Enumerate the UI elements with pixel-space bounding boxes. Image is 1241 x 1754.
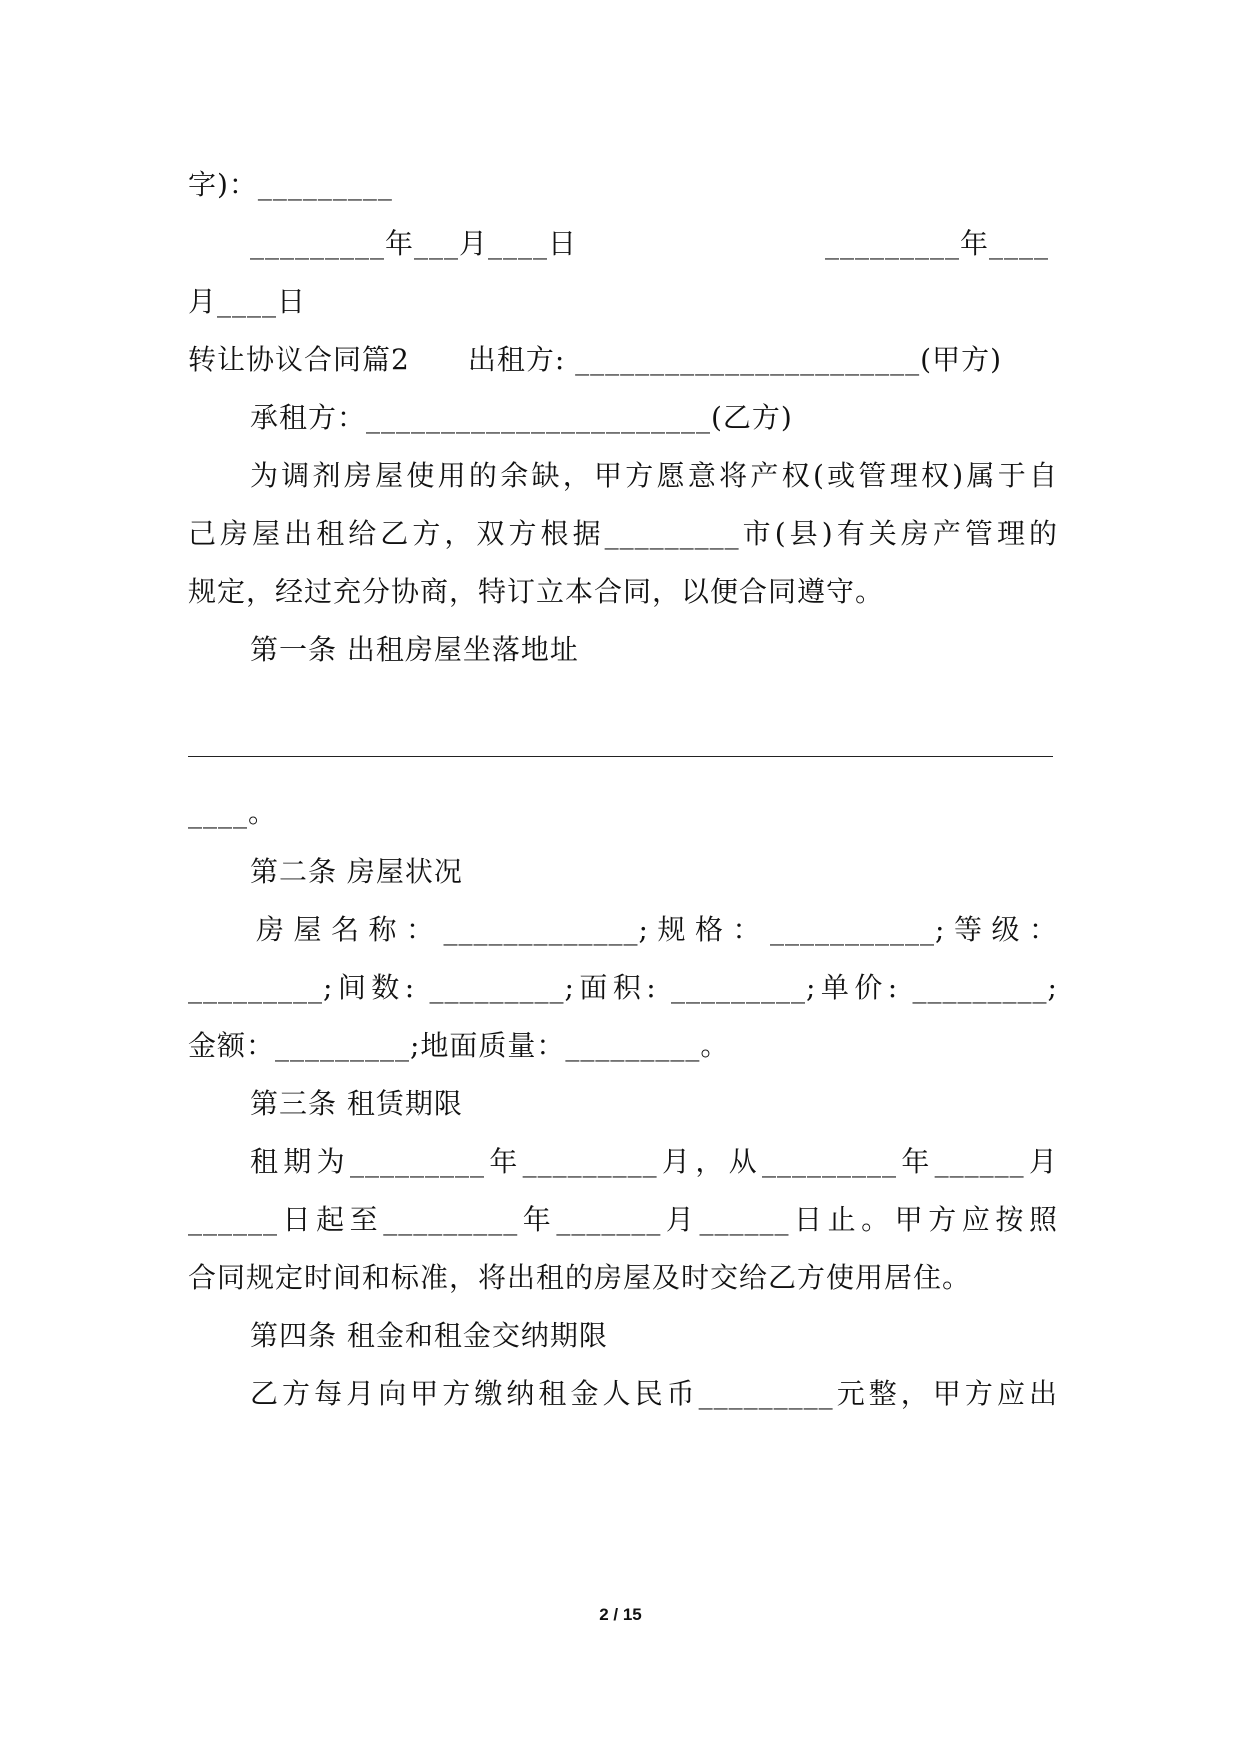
- page-number: 2 / 15: [599, 1605, 642, 1624]
- paragraph-line: _________;间数: _________;面积: _________;单价: _________;: [188, 971, 1058, 1004]
- article-heading: 第三条 租赁期限: [250, 1087, 463, 1120]
- article-heading: 第二条 房屋状况: [250, 855, 463, 888]
- date-line-right: _________年____: [825, 227, 1050, 260]
- paragraph-line: 为调剂房屋使用的余缺，甲方愿意将产权(或管理权)属于自: [250, 459, 1058, 492]
- date-line-left: _________年___月____日: [250, 227, 578, 260]
- date-line-right-cont: 月____日: [188, 285, 307, 318]
- paragraph-line: ______日起至_________年_______月______日止。甲方应按照: [188, 1203, 1058, 1236]
- paragraph-line: 房屋名称：_____________;规格：___________;等级：: [256, 913, 1058, 946]
- paragraph-line: 乙方每月向甲方缴纳租金人民币_________元整，甲方应出: [250, 1377, 1058, 1410]
- article-heading: 第一条 出租房屋坐落地址: [250, 633, 579, 666]
- paragraph-line: 规定，经过充分协商，特订立本合同，以便合同遵守。: [188, 575, 885, 608]
- paragraph-line: 合同规定时间和标准，将出租的房屋及时交给乙方使用居住。: [188, 1261, 972, 1294]
- address-blank-rule: [188, 756, 1053, 757]
- lessee-line: 承租方：_______________________(乙方): [250, 401, 793, 434]
- signature-line-end: 字)：_________: [188, 168, 393, 201]
- address-blank-end: ____。: [188, 796, 278, 829]
- paragraph-line: 己房屋出租给乙方，双方根据_________市(县)有关房产管理的: [188, 517, 1058, 550]
- paragraph-line: 租期为_________年_________月，从_________年______月: [250, 1145, 1058, 1178]
- paragraph-line: 金额：_________;地面质量：_________。: [188, 1029, 730, 1062]
- article-heading: 第四条 租金和租金交纳期限: [250, 1319, 608, 1352]
- section-title-lessor: 转让协议合同篇2 出租方: _______________________(甲方): [188, 343, 1002, 376]
